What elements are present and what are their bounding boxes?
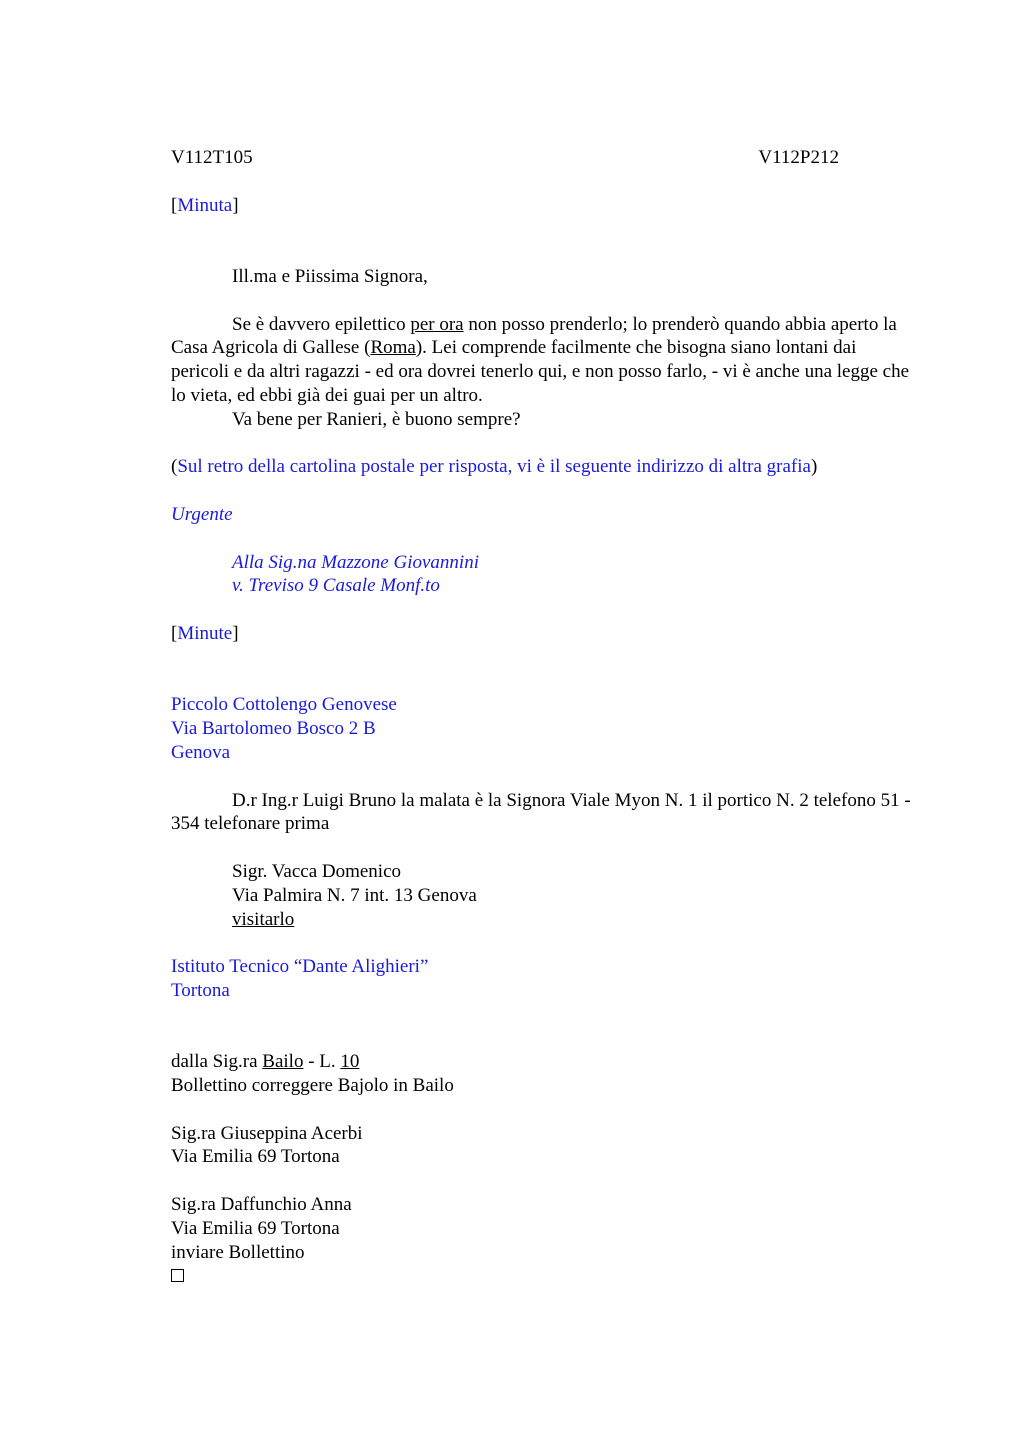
vacca-address: Via Palmira N. 7 int. 13 Genova [232, 884, 477, 906]
header-codes [171, 146, 839, 170]
underlined-bailo: Bailo [262, 1051, 304, 1073]
left-code: V112T105 [171, 147, 253, 168]
acerbi-address: Via Emilia 69 Tortona [171, 1146, 340, 1168]
minuta-heading: [Minuta] [171, 194, 239, 216]
retro-note: (Sul retro della cartolina postale per risposta, vi è il seguente indirizzo di altra grafia) [171, 456, 818, 478]
cottolengo-line-1: Piccolo Cottolengo Genovese [171, 694, 397, 716]
salutation: Ill.ma e Piissima Signora, [232, 265, 428, 287]
bailo-line-2: Bollettino correggere Bajolo in Bailo [171, 1075, 454, 1097]
underlined-amount: 10 [340, 1051, 360, 1073]
cottolengo-line-3: Genova [171, 741, 231, 763]
body-paragraph-1: Se è davvero epilettico per ora non posso prenderlo; lo prenderò quando abbia aperto la Casa Agricola di Gallese (Roma). Lei comprende facilmente che bisogna siano lontani dai pericoli e da altri ragazzi - ed ora dovrei tenerlo qui, e non posso farlo, - vi è anche una legge che lo vieta, ed ebbi già dei guai per un altro. [171, 313, 910, 406]
document-content [171, 146, 911, 1289]
minuta-label: Minuta [177, 194, 233, 216]
checkbox-icon [171, 1264, 911, 1289]
retro-address-line-2: v. Treviso 9 Casale Monf.to [232, 575, 440, 597]
cottolengo-line-2: Via Bartolomeo Bosco 2 B [171, 718, 376, 740]
minute-label: Minute [177, 622, 233, 644]
bailo-line-1: dalla Sig.ra Bailo - L. 10 [171, 1051, 360, 1073]
underlined-roma: Roma [370, 337, 416, 359]
daffunchio-name: Sig.ra Daffunchio Anna [171, 1194, 352, 1216]
vacca-name: Sigr. Vacca Domenico [232, 860, 402, 882]
empty-box-icon [171, 1269, 184, 1282]
body-paragraph-2: Va bene per Ranieri, è buono sempre? [232, 408, 521, 430]
bruno-note: D.r Ing.r Luigi Bruno la malata è la Signora Viale Myon N. 1 il portico N. 2 telefono 51 - 354 telefonare prima [171, 789, 911, 835]
istituto-line-2: Tortona [171, 979, 230, 1001]
urgente-label: Urgente [171, 503, 233, 525]
acerbi-name: Sig.ra Giuseppina Acerbi [171, 1122, 363, 1144]
minute-heading: [Minute] [171, 622, 239, 644]
retro-note-text: Sul retro della cartolina postale per risposta, vi è il seguente indirizzo di altra grafia [177, 456, 811, 478]
vacca-action: visitarlo [232, 908, 295, 930]
underlined-per-ora: per ora [410, 313, 464, 335]
retro-address-line-1: Alla Sig.na Mazzone Giovannini [232, 551, 479, 573]
daffunchio-action: inviare Bollettino [171, 1241, 305, 1263]
daffunchio-address: Via Emilia 69 Tortona [171, 1217, 340, 1239]
istituto-line-1: Istituto Tecnico “Dante Alighieri” [171, 956, 429, 978]
right-code: V112P212 [758, 147, 839, 168]
